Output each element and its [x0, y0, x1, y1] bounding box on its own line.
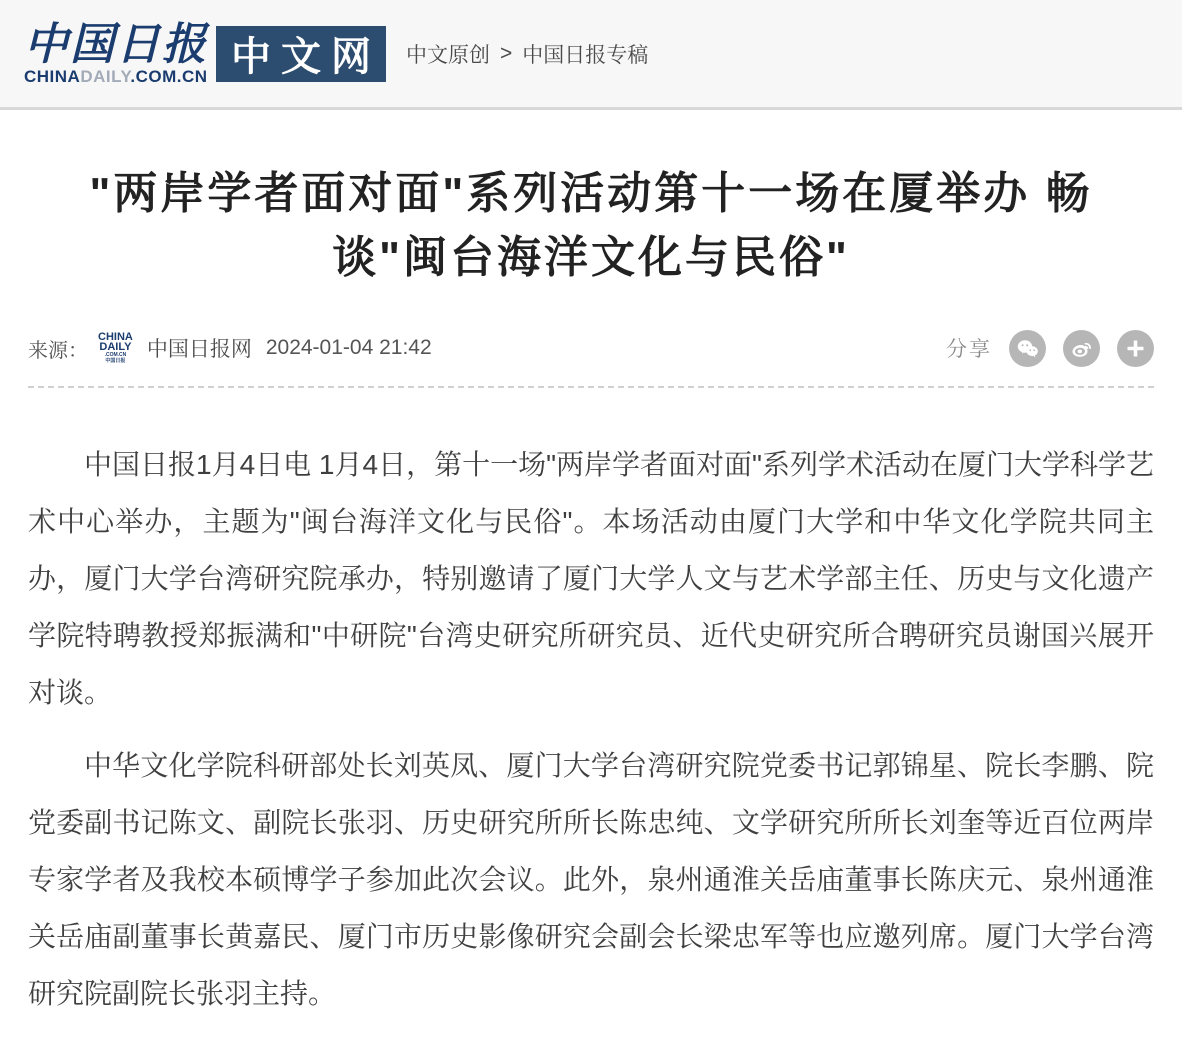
- article-title-line2: 谈"闽台海洋文化与民俗": [332, 233, 850, 282]
- article-paragraph-2: 中华文化学院科研部处长刘英凤、厦门大学台湾研究院党委书记郭锦星、院长李鹏、院党委副书记陈文、副院长张羽、历史研究所所长陈忠纯、文学研究所所长刘奎等近百位两岸专家学者及我校本硕博学子参加此次会议。此外，泉州通淮关岳庙董事长陈庆元、泉州通淮关岳庙副董事长黄嘉民、厦门市历史影像研究会副会长梁忠军等也应邀列席。厦门大学台湾研究院副院长张羽主持。: [28, 750, 1154, 1009]
- breadcrumb-separator: >: [500, 41, 513, 65]
- brand-en-china: CHINA: [24, 66, 81, 86]
- article-title-line1: "两岸学者面对面"系列活动第十一场在厦举办 畅: [89, 169, 1093, 218]
- plus-icon: [1123, 336, 1148, 361]
- wechat-icon: [1015, 336, 1040, 361]
- source-logo-line4: 中国日报: [105, 358, 126, 364]
- article-body: [28, 436, 1154, 1048]
- source-logo-line2: DAILY: [99, 341, 132, 353]
- source-label: 来源：: [28, 339, 88, 362]
- meta-divider: [28, 386, 1154, 388]
- chinese-site-badge[interactable]: 中文网: [216, 26, 386, 82]
- site-header: [0, 0, 1182, 110]
- breadcrumb: [406, 39, 648, 69]
- chinadaily-brand-cn: 中国日报: [24, 18, 208, 70]
- article-source: [28, 332, 432, 364]
- brand-en-domain: .COM.CN: [130, 66, 208, 86]
- article-meta-row: [28, 328, 1154, 368]
- article-paragraph-1: 中国日报1月4日电 1月4日，第十一场"两岸学者面对面"系列学术活动在厦门大学科学艺术中心举办，主题为"闽台海洋文化与民俗"。本场活动由厦门大学和中华文化学院共同主办，厦门大学台湾研究院承办，特别邀请了厦门大学人文与艺术学部主任、历史与文化遗产学院特聘教授郑振满和"中研院"台湾史研究所研究员、近代史研究所合聘研究员谢国兴展开对谈。: [28, 449, 1154, 708]
- share-label: 分享: [946, 338, 992, 361]
- breadcrumb-section[interactable]: 中文原创: [406, 43, 490, 67]
- article-title: [28, 162, 1154, 290]
- source-logo-line3: .COM.CN: [104, 352, 127, 358]
- weibo-share-button[interactable]: [1063, 330, 1100, 367]
- brand-en-daily: DAILY: [80, 66, 131, 86]
- article: [0, 162, 1182, 1048]
- source-logo[interactable]: [98, 332, 133, 364]
- source-logo-line1: CHINA: [98, 331, 133, 343]
- chinadaily-logo[interactable]: [24, 18, 386, 86]
- chinadaily-logo-cn-block: [24, 18, 208, 86]
- breadcrumb-page[interactable]: 中国日报专稿: [522, 43, 649, 67]
- publish-timestamp: 2024-01-04 21:42: [265, 336, 432, 359]
- weibo-icon: [1069, 336, 1094, 361]
- more-share-button[interactable]: [1117, 330, 1154, 367]
- wechat-share-button[interactable]: [1009, 330, 1046, 367]
- source-name: 中国日报网: [146, 338, 252, 361]
- share-bar: [946, 330, 1154, 367]
- chinadaily-brand-en: [24, 68, 208, 86]
